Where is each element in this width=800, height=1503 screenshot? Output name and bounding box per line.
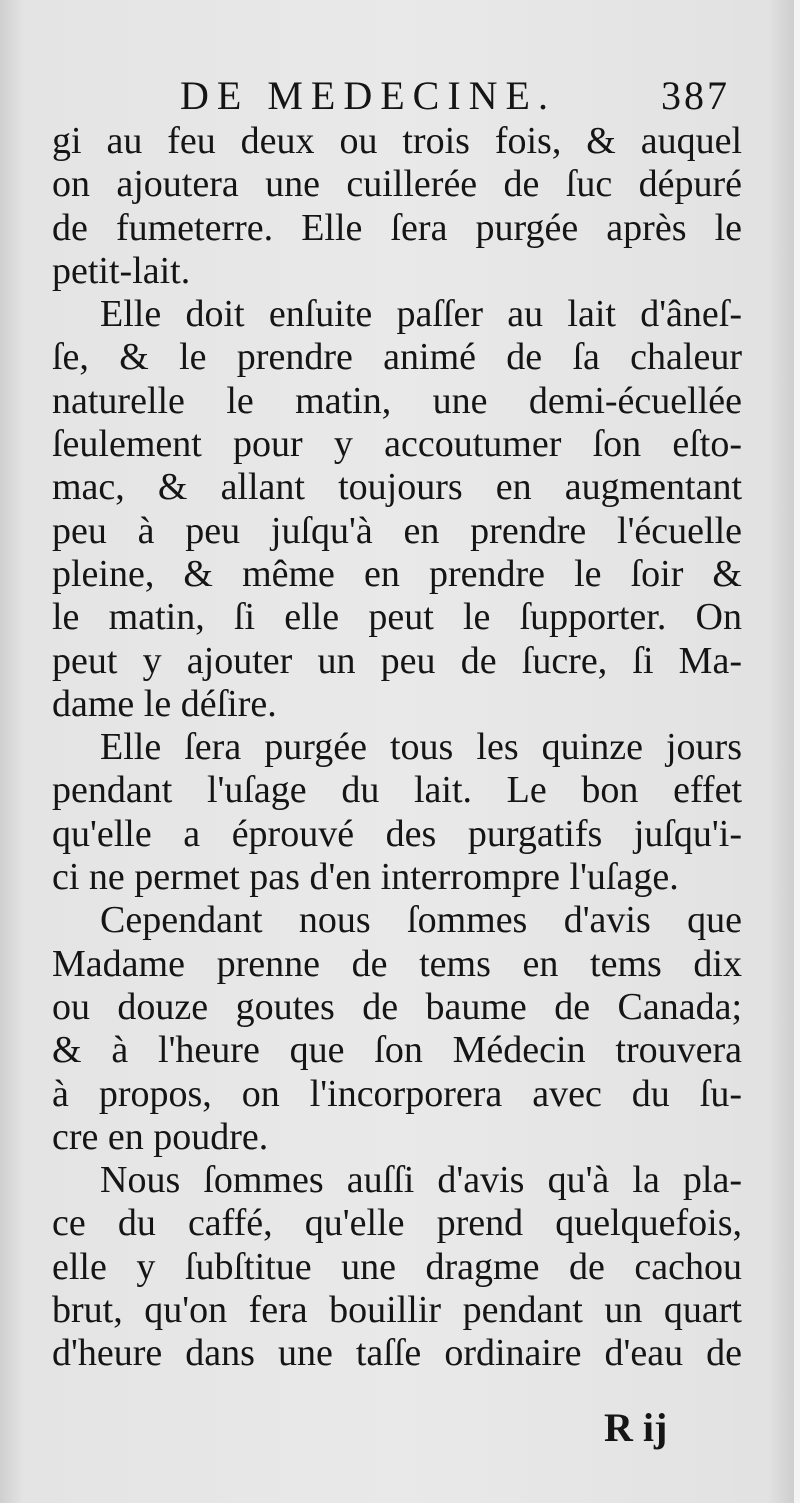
page-edge bbox=[794, 0, 800, 1503]
text-line: petit-lait. bbox=[52, 249, 191, 292]
text-line: brut, qu'on fera bouillir pendant un quart bbox=[52, 1289, 742, 1332]
text-line: ou douze goutes de baume de Canada; bbox=[52, 985, 742, 1028]
text-line: elle y ſubſtitue une dragme de cachou bbox=[52, 1245, 742, 1288]
signature-mark: R ij bbox=[604, 1405, 668, 1450]
text-line: peut y ajouter un peu de ſucre, ſi Ma- bbox=[52, 639, 742, 682]
text-line: on ajoutera une cuillerée de ſuc dépuré bbox=[52, 163, 742, 206]
text-line: pleine, & même en prendre le ſoir & bbox=[52, 552, 742, 595]
text-line: ci ne permet pas d'en interrompre l'uſage. bbox=[52, 856, 679, 899]
text-line: pendant l'uſage du lait. Le bon effet bbox=[52, 769, 742, 812]
text-line: le matin, ſi elle peut le ſupporter. On bbox=[52, 596, 742, 639]
text-line: à propos, on l'incorporera avec du ſu- bbox=[52, 1072, 742, 1115]
text-line: Madame prenne de tems en tems dix bbox=[52, 942, 742, 985]
text-line: Nous ſommes auſſi d'avis qu'à la pla- bbox=[100, 1159, 742, 1202]
text-line: qu'elle a éprouvé des purgatifs juſqu'i- bbox=[52, 812, 742, 855]
text-line: peu à peu juſqu'à en prendre l'écuelle bbox=[52, 509, 742, 552]
text-line: cre en poudre. bbox=[52, 1115, 269, 1158]
page-number: 387 bbox=[661, 73, 730, 118]
text-line: naturelle le matin, une demi-écuellée bbox=[52, 379, 742, 422]
text-line: gi au feu deux ou trois fois, & auquel bbox=[52, 120, 742, 162]
text-line: Cependant nous ſommes d'avis que bbox=[100, 899, 742, 942]
text-line: & à l'heure que ſon Médecin trouvera bbox=[52, 1029, 742, 1072]
text-line: Elle doit enſuite paſſer au lait d'âneſ- bbox=[100, 293, 742, 336]
text-line: mac, & allant toujours en augmentant bbox=[52, 466, 742, 509]
body-text bbox=[52, 120, 742, 1376]
text-line: de fumeterre. Elle ſera purgée après le bbox=[52, 206, 742, 249]
running-title: DE MEDECINE. bbox=[180, 73, 556, 118]
text-line: ſeulement pour y accoutumer ſon eſto- bbox=[52, 423, 742, 466]
text-line: dame le déſire. bbox=[52, 682, 277, 725]
text-line: d'heure dans une taſſe ordinaire d'eau de bbox=[52, 1332, 742, 1375]
text-line: ſe, & le prendre animé de ſa chaleur bbox=[52, 336, 742, 379]
text-line: Elle ſera purgée tous les quinze jours bbox=[100, 726, 742, 769]
text-line: ce du caffé, qu'elle prend quelquefois, bbox=[52, 1202, 742, 1245]
